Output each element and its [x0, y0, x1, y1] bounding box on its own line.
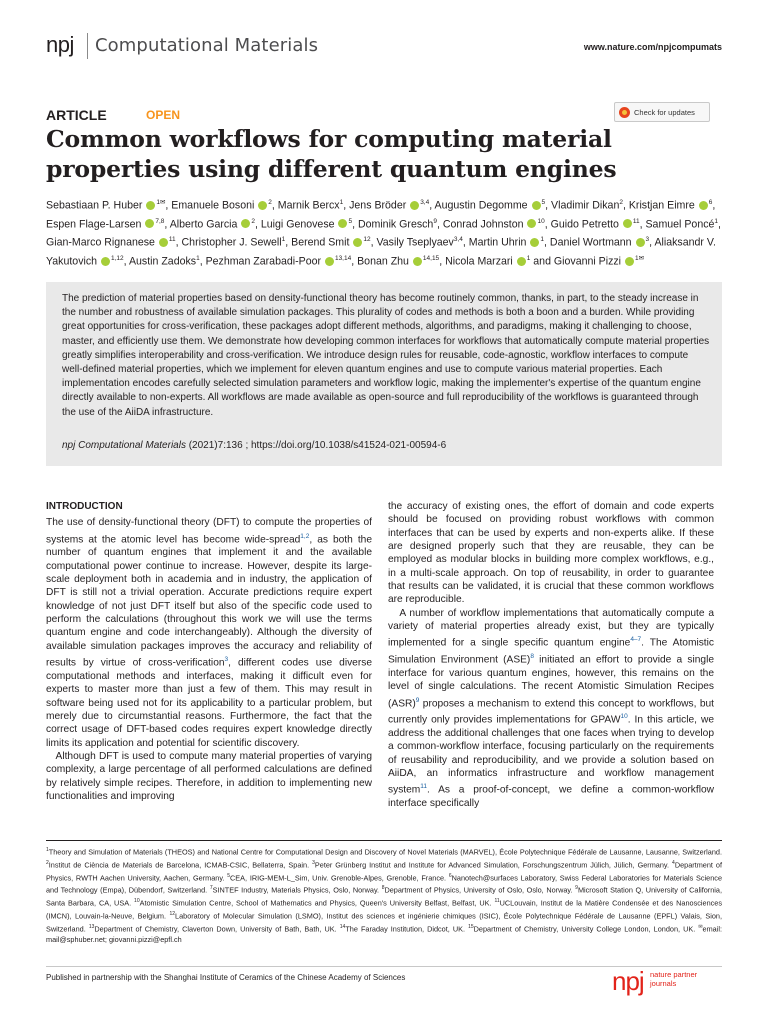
orcid-icon[interactable] [636, 238, 645, 247]
article-title: Common workflows for computing material properties using different quantum engines [46, 125, 617, 183]
nature-partner-journals-logo[interactable] [612, 966, 722, 998]
orcid-icon[interactable] [532, 201, 541, 210]
orcid-icon[interactable] [530, 238, 539, 247]
crossmark-icon [619, 107, 630, 118]
journal-header [46, 30, 722, 60]
nature-partner-label [650, 971, 697, 988]
footnote-divider [46, 840, 722, 841]
intro-paragraph-4: A number of workflow implementations that automatically compute a variety of material properties already exist, but they are typically implemented for a single specific quantum engine$^{4-7}$. The Atomistic Simulation Environment (ASE)$^8$ initiated an effort to provide a single interface for various quantum engines, however, this remains on the level of single calculations. The recent Atomistic Simulation Recipes (ASR)$^9$ proposes a mechanism to extend this concept to workflows, but currently only provides implementations for GPAW$^{10}$. In this article, we address the additional challenges that one faces when trying to develop a common-workflow interface, focusing particularly on the requirements of reusability and reproducibility, and we provide a solution based on AiiDA, an informatics infrastructure and workflow management system$^{11}$. As a proof-of-concept, we define a common-workflow interface specifically [388, 607, 714, 810]
intro-paragraph-2: Although DFT is used to compute many material properties of varying complexity, a large percentage of all performed calculations are defined by relatively simple recipes. Therefore, in addition to implementing new functionalities and improving [46, 750, 372, 802]
intro-paragraph-1: The use of density-functional theory (DFT) to compute the properties of systems at the atomic level has become wide-spread$^{1,2}$, as both the number of quantum engines that implement it and the available computational power continue to increase. However, despite its large-scale deployment both in academia and in industry, the application of DFT is still not a trivial operation. Accurate predictions require expert knowledge of not just DFT itself but also of the specific code used to perform the calculations (throughout this work we will use the terms quantum engine and code interchangeably). Although the diversity of available simulation packages improves the accuracy and reliability of results by virtue of cross-verification$^3$, different codes use diverse computational methods and interfaces, making it difficult even for experts to master more than just a few of them. This may result in software being used not for its applicability to a particular problem, but merely due to circumstantial reasons. Furthermore, the fact that the correct usage of DFT-based codes requires expert knowledge directly limits its application and potential for scientific discovery. [46, 517, 372, 749]
check-for-updates-label: Check for updates [634, 107, 695, 117]
nature-partner-text: nature partner [650, 970, 698, 979]
orcid-icon[interactable] [410, 201, 419, 210]
orcid-icon[interactable] [413, 257, 422, 266]
open-access-badge: OPEN [146, 108, 181, 122]
footer-npj-logo: npj [612, 966, 644, 996]
body-column-left [46, 500, 372, 803]
body-column-right [388, 500, 714, 811]
orcid-icon[interactable] [527, 219, 536, 228]
intro-paragraph-3: the accuracy of existing ones, the effort of domain and code experts should be focused on providing robust workflows with common interfaces that can be used by experts and non-experts alike. If these are designed properly such that they are reusable, they can be employed as modular blocks in building more complex workflows, e.g., in a multi-scale approach. On top of reusability, in order to guarantee that results can be validated, it is crucial that these common workflows are reproducible. [388, 501, 714, 606]
partnership-statement: Published in partnership with the Shanghai Institute of Ceramics of the Chinese Academy of Sciences [46, 973, 406, 982]
orcid-icon[interactable] [146, 201, 155, 210]
orcid-icon[interactable] [145, 219, 154, 228]
orcid-icon[interactable] [325, 257, 334, 266]
journal-url[interactable]: www.nature.com/npjcompumats [583, 42, 722, 52]
orcid-icon[interactable] [241, 219, 250, 228]
npj-logo[interactable]: npj [46, 32, 74, 57]
orcid-icon[interactable] [623, 219, 632, 228]
orcid-icon[interactable] [258, 201, 267, 210]
article-type: ARTICLE [46, 107, 107, 123]
journals-text: journals [650, 978, 677, 988]
abstract-text: The prediction of material properties based on density-functional theory has become routinely common, thanks, in part, to the steady increase in the number and robustness of available simulation packages. This plurality of codes and methods is both a boon and a burden. While providing great opportunities for cross-verification, these packages adopt different methods, algorithms, and paradigms, making it challenging to choose, master, and efficiently use them. We demonstrate how developing common interfaces for workflows that automatically compute material properties greatly simplifies interoperability and cross-verification. We introduce design rules for reusable, code-agnostic, workflow interfaces to compute well-defined material properties, which we implement for eleven quantum engines and use to compute various material properties. Each implementation encodes carefully selected simulation parameters and workflow logic, making the implementer's expertise of the quantum engine directly available to non-experts. All workflows are made available as open-source and full reproducibility of the workflows is guaranteed through the use of the AiiDA infrastructure. [62, 293, 710, 418]
citation [62, 440, 710, 451]
orcid-icon[interactable] [159, 238, 168, 247]
article-meta-row [46, 107, 722, 123]
orcid-icon[interactable] [625, 257, 634, 266]
citation-doi[interactable]: (2021)7:136 ; https://doi.org/10.1038/s41524-021-00594-6 [185, 440, 447, 451]
citation-journal: npj Computational Materials [62, 440, 186, 451]
orcid-icon[interactable] [353, 238, 362, 247]
orcid-icon[interactable] [338, 219, 347, 228]
orcid-icon[interactable] [699, 201, 708, 210]
section-heading: INTRODUCTION [46, 501, 123, 512]
orcid-icon[interactable] [101, 257, 110, 266]
author-list: Sebastiaan P. Huber $^{1✉}$, Emanuele Bosoni $^2$, Marnik Bercx$^1$, Jens Bröder $^{3,4}$, Augustin Degomme $^5$, Vladimir Dikan$^2$, Kristjan Eimre $^6$, Espen Flage-Larsen $^{7,8}$, Alberto Garcia $^2$, Luigi Genovese $^5$, Dominik Gresch$^9$, Conrad Johnston $^{10}$, Guido Petretto $^{11}$, Samuel Poncé$^1$, Gian-Marco Rignanese $^{11}$, Christopher J. Sewell$^1$, Berend Smit $^{12}$, Vasily Tseplyaev$^{3,4}$, Martin Uhrin $^1$, Daniel Wortmann $^3$, Aliaksandr V. Yakutovich $^{1,12}$, Austin Zadoks$^1$, Pezhman Zarabadi-Poor $^{13,14}$, Bonan Zhu $^{14,15}$, Nicola Marzari $^1$ and Giovanni Pizzi $^{1✉}$ [46, 199, 721, 268]
check-for-updates-button[interactable] [614, 102, 710, 122]
affiliations-footnote: $^1$Theory and Simulation of Materials (THEOS) and National Centre for Computational Design and Discovery of Novel Materials (MARVEL), École Polytechnique Fédérale de Lausanne, Lausanne, Switzerland. $^2$Institut de Ciència de Materials de Barcelona, ICMAB-CSIC, Bellaterra, Spain. $^3$Peter Grünberg Institut and Institute for Advanced Simulation, Forschungszentrum Jülich, Jülich, Germany. $^4$Department of Physics, RWTH Aachen University, Aachen, Germany. $^5$CEA, IRIG-MEM-L_Sim, Univ. Grenoble-Alpes, Grenoble, France. $^6$Nanotech@surfaces Laboratory, Swiss Federal Laboratories for Materials Science and Technology (Empa), Dübendorf, Switzerland. $^7$SINTEF Industry, Materials Physics, Oslo, Norway. $^8$Department of Physics, University of Oslo, Oslo, Norway. $^9$Microsoft Station Q, University of California, Santa Barbara, CA, USA. $^{10}$Atomistic Simulation Centre, School of Mathematics and Physics, Queen's University Belfast, Belfast, UK. $^{11}$UCLouvain, Institut de la Matière Condensée et des Nanosciences (IMCN), Louvain-la-Neuve, Belgium. $^{12}$Laboratory of Molecular Simulation (LSMO), Institut des sciences et ingénierie chimiques (ISIC), École Polytechnique Fédérale de Lausanne (EPFL) Valais, Sion, Switzerland. $^{13}$Department of Chemistry, Claverton Down, University of Bath, Bath, UK. $^{14}$The Faraday Institution, Didcot, UK. $^{15}$Department of Chemistry, University College London, London, UK. ✉email: mail@sphuber.net; giovanni.pizzi@epfl.ch [46, 847, 723, 944]
journal-name[interactable]: Computational Materials [95, 35, 319, 56]
abstract-box [46, 282, 722, 466]
header-divider [87, 33, 88, 59]
orcid-icon[interactable] [517, 257, 526, 266]
